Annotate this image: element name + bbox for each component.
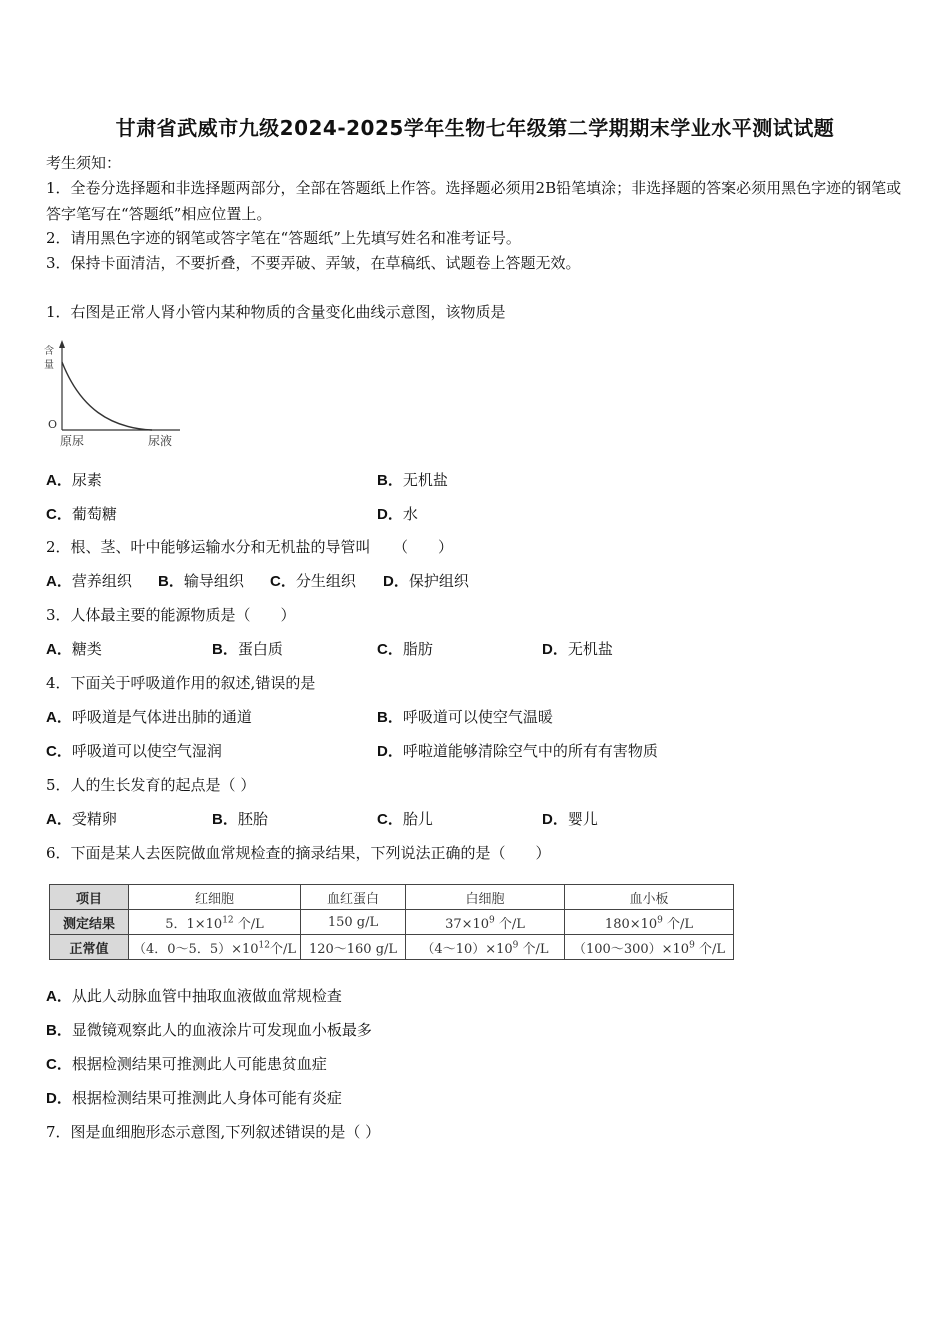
- q4-option-d[interactable]: D．呼啦道能够清除空气中的所有有害物质: [377, 742, 658, 760]
- notice-item-3: 3．保持卡面清洁，不要折叠，不要弄破、弄皱，在草稿纸、试题卷上答题无效。: [46, 254, 581, 272]
- table-row-label: 正常值: [50, 935, 129, 960]
- q1-option-d[interactable]: D．水: [377, 505, 418, 523]
- question-7-stem: 7．图是血细胞形态示意图,下列叙述错误的是（ ）: [46, 1123, 381, 1141]
- graph-curve: [62, 362, 152, 430]
- table-cell: $180\times 10^9$ 个/L: [565, 910, 734, 935]
- table-row-label: 测定结果: [50, 910, 129, 935]
- graph-y-arrow: [59, 340, 65, 348]
- q5-option-b[interactable]: B．胚胎: [212, 810, 268, 828]
- q3-option-b[interactable]: B．蛋白质: [212, 640, 283, 658]
- question-3-stem: 3．人体最主要的能源物质是（ ）: [46, 606, 296, 624]
- graph-origin: O: [48, 418, 58, 431]
- table-cell: 120～160 g/L: [301, 935, 406, 960]
- q5-option-c[interactable]: C．胎儿: [377, 810, 433, 828]
- q6-option-a[interactable]: A．从此人动脉血管中抽取血液做血常规检查: [46, 987, 342, 1005]
- q2-option-c[interactable]: C．分生组织: [270, 572, 356, 590]
- q1-option-a[interactable]: A．尿素: [46, 471, 102, 489]
- table-row: [50, 910, 734, 935]
- question-6-stem: 6．下面是某人去医院做血常规检查的摘录结果，下列说法正确的是（ ）: [46, 844, 551, 862]
- table-cell: $(100\sim 300)\times 10^9$ 个/L: [565, 935, 734, 960]
- graph-ylabel-bottom: 量: [44, 360, 54, 371]
- page-title: 甘肃省武威市九级2024-2025学年生物七年级第二学期期末学业水平测试试题: [115, 116, 835, 140]
- graph-xlabel-start: 原尿: [60, 434, 85, 448]
- q4-option-a[interactable]: A．呼吸道是气体进出肺的通道: [46, 708, 252, 726]
- q1-option-b[interactable]: B．无机盐: [377, 471, 448, 489]
- q2-option-b[interactable]: B．输导组织: [158, 572, 244, 590]
- blood-test-table: [49, 884, 734, 960]
- table-header-row: [50, 885, 734, 910]
- notice-item-2: 2．请用黑色字迹的钢笔或答字笔在“答题纸”上先填写姓名和准考证号。: [46, 229, 521, 247]
- q4-option-c[interactable]: C．呼吸道可以使空气湿润: [46, 742, 222, 760]
- table-cell: $37\times 10^9$ 个/L: [406, 910, 565, 935]
- graph-ylabel-top: 含: [44, 346, 54, 357]
- table-cell: 5．$1\times 10^{12}$ 个/L: [129, 910, 301, 935]
- table-cell: （4．0～5．$5)\times 10^{12}$个/L: [129, 935, 301, 960]
- q5-option-d[interactable]: D．婴儿: [542, 810, 598, 828]
- table-header-cell: 血红蛋白: [301, 885, 406, 910]
- q3-option-c[interactable]: C．脂肪: [377, 640, 433, 658]
- table-row: [50, 935, 734, 960]
- q6-option-d[interactable]: D．根据检测结果可推测此人身体可能有炎症: [46, 1089, 342, 1107]
- q6-option-c[interactable]: C．根据检测结果可推测此人可能患贫血症: [46, 1055, 327, 1073]
- q1-option-c[interactable]: C．葡萄糖: [46, 505, 117, 523]
- question-5-stem: 5．人的生长发育的起点是（ ）: [46, 776, 256, 794]
- question-4-stem: 4．下面关于呼吸道作用的叙述,错误的是: [46, 674, 316, 692]
- graph-xlabel-end: 尿液: [148, 434, 173, 448]
- question-1-stem: 1．右图是正常人肾小管内某种物质的含量变化曲线示意图，该物质是: [46, 303, 506, 321]
- q6-option-b[interactable]: B．显微镜观察此人的血液涂片可发现血小板最多: [46, 1021, 372, 1039]
- question-2-stem: 2．根、茎、叶中能够运输水分和无机盐的导管叫 （ ）: [46, 538, 454, 556]
- q3-option-d[interactable]: D．无机盐: [542, 640, 613, 658]
- q3-option-a[interactable]: A．糖类: [46, 640, 102, 658]
- table-header-cell: 血小板: [565, 885, 734, 910]
- q4-option-b[interactable]: B．呼吸道可以使空气温暖: [377, 708, 553, 726]
- table-header-cell: 项目: [50, 885, 129, 910]
- notice-heading: 考生须知：: [46, 154, 122, 172]
- q5-option-a[interactable]: A．受精卵: [46, 810, 117, 828]
- table-cell: 150 g/L: [301, 910, 406, 935]
- q2-option-d[interactable]: D．保护组织: [383, 572, 469, 590]
- kidney-substance-graph: [40, 338, 190, 450]
- q2-option-a[interactable]: A．营养组织: [46, 572, 132, 590]
- table-header-cell: 红细胞: [129, 885, 301, 910]
- notice-item-1: 1．全卷分选择题和非选择题两部分，全部在答题纸上作答。选择题必须用2B铅笔填涂；非选择题的答案必须用黑色字迹的钢笔或答字笔写在“答题纸”相应位置上。: [46, 179, 902, 223]
- table-header-cell: 白细胞: [406, 885, 565, 910]
- table-cell: $(4\sim 10)\times 10^9$ 个/L: [406, 935, 565, 960]
